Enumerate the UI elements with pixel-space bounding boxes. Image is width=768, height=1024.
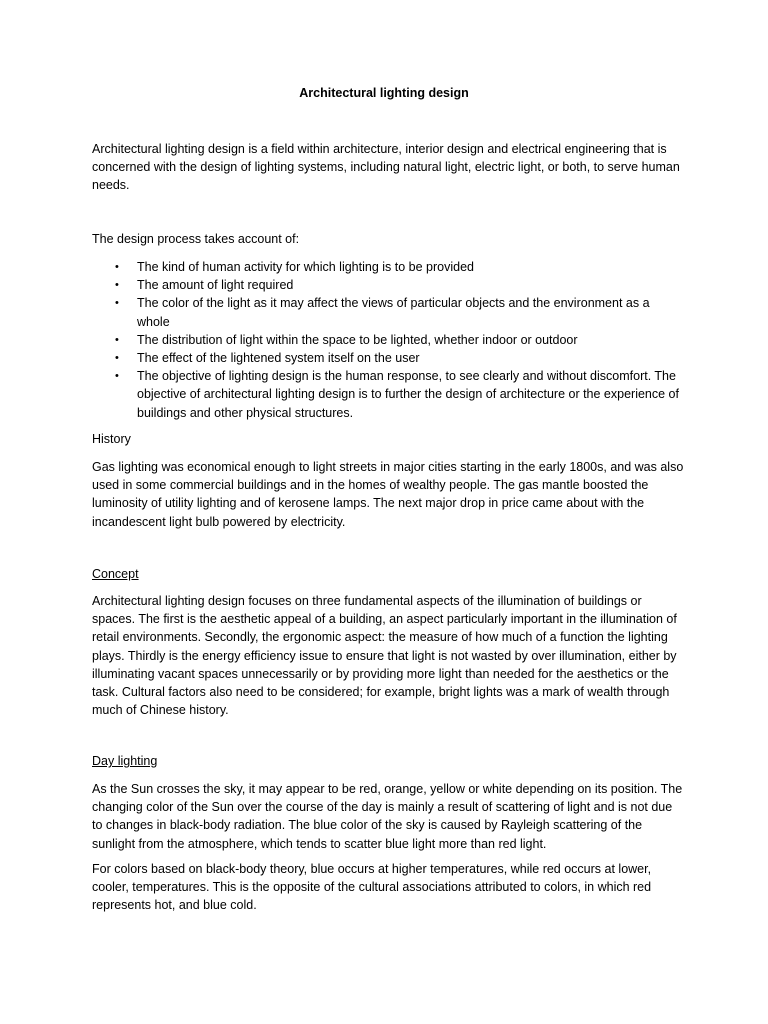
bullet-icon: • (115, 352, 119, 365)
list-item (92, 331, 684, 349)
history-paragraph: Gas lighting was economical enough to light streets in major cities starting in the early 1800s, and was also used in some commercial buildings and in the homes of wealthy people. The gas mantle boosted the luminosity of utility lighting and of kerosene lamps. The next major drop in price came about with the incandescent light bulb powered by electricity. (92, 460, 684, 529)
list-item-text: The effect of the lightened system itself on the user (137, 351, 420, 366)
list-item (92, 367, 684, 422)
list-item (92, 276, 684, 294)
bullet-icon: • (115, 297, 119, 310)
document-title: Architectural lighting design (299, 86, 469, 100)
list-item-text: The color of the light as it may affect the views of particular objects and the environment as a whole (137, 296, 650, 329)
bullet-icon: • (115, 370, 119, 383)
history-heading: History (92, 432, 131, 446)
design-process-lead: The design process takes account of: (92, 232, 300, 246)
list-item-text: The kind of human activity for which lighting is to be provided (137, 260, 474, 274)
bullet-icon: • (115, 333, 119, 346)
list-item (92, 294, 684, 330)
daylighting-paragraph-2: For colors based on black-body theory, blue occurs at higher temperatures, while red occurs at lower, cooler, temperatures. This is the opposite of the cultural associations attributed to colors, in which red represents hot, and blue cold. (92, 862, 652, 913)
daylighting-paragraph-1: As the Sun crosses the sky, it may appear to be red, orange, yellow or white depending on its position. The changing color of the Sun over the course of the day is mainly a result of scattering of light and is not due to changes in black-body radiation. The blue color of the sky is caused by Rayleigh scattering of the sunlight from the atmosphere, which tends to scatter blue light more than red light. (92, 782, 683, 851)
list-item (92, 349, 684, 367)
design-process-list (92, 258, 684, 422)
list-item-text: The distribution of light within the space to be lighted, whether indoor or outdoor (137, 332, 578, 347)
list-item-text: The objective of lighting design is the human response, to see clearly and without discomfort. The objective of architectural lighting design is to further the design of architecture or the experience of buildings and other physical structures. (137, 369, 679, 420)
list-item-text: The amount of light required (137, 278, 294, 293)
list-item (92, 258, 684, 276)
intro-paragraph: Architectural lighting design is a field within architecture, interior design and electrical engineering that is concerned with the design of lighting systems, including natural light, electric light, or both, to serve human needs. (92, 142, 680, 193)
concept-heading: Concept (92, 567, 139, 581)
bullet-icon: • (115, 261, 119, 273)
concept-paragraph: Architectural lighting design focuses on three fundamental aspects of the illumination of buildings or spaces. The first is the aesthetic appeal of a building, an aspect particularly important in the illumination of retail environments. Secondly, the ergonomic aspect: the measure of how much of a function the lighting plays. Thirdly is the energy efficiency issue to ensure that light is not wasted by over illumination, either by illuminating vacant spaces unnecessarily or by providing more light than needed for the aesthetics or the task. Cultural factors also need to be considered; for example, bright lights was a mark of wealth through much of Chinese history. (92, 594, 677, 718)
daylighting-heading: Day lighting (92, 754, 158, 768)
bullet-icon: • (115, 279, 119, 292)
